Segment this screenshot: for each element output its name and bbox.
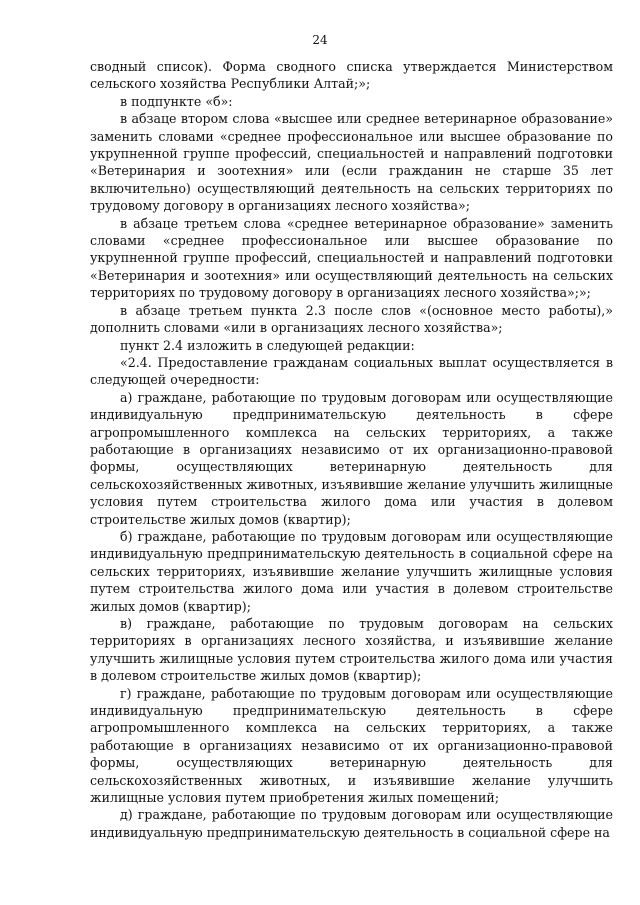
list-item-b: б) граждане, работающие по трудовым договорам или осуществляющие индивидуальную предпринимательскую деятельность в социальной сфере на сельских территориях, изъявившие желание улучшить жилищные условия путем строительства жилого дома или участия в долевом строительстве жилых домов (квартир); <box>90 528 613 614</box>
paragraph-continuation: сводный список). Форма сводного списка утверждается Министерством сельского хозяйства Республики Алтай;»; <box>90 59 613 92</box>
paragraph-point-2-4-intro: пункт 2.4 изложить в следующей редакции: <box>120 337 415 353</box>
list-item-a: а) граждане, работающие по трудовым договорам или осуществляющие индивидуальную предпринимательскую деятельность в сфере агропромышленного комплекса на сельских территориях, а также работающие в организациях независимо от их организационно-правовой формы, осуществляющих ветеринарную деятельность для сельскохозяйственных животных, изъявившие желание улучшить жилищные условия путем строительства жилого дома или участия в долевом строительстве жилых домов (квартир); <box>90 389 613 527</box>
list-item-g: г) граждане, работающие по трудовым договорам или осуществляющие индивидуальную предпринимательскую деятельность в сфере агропромышленного комплекса на сельских территориях, а также работающие в организациях независимо от их организационно-правовой формы, осуществляющих ветеринарную деятельность для сельскохозяйственных животных, и изъявившие желание улучшить жилищные условия путем приобретения жилых помещений; <box>90 685 613 806</box>
list-item-d: д) граждане, работающие по трудовым договорам или осуществляющие индивидуальную предпринимательскую деятельность в социальной сфере на <box>90 807 613 840</box>
paragraph-point-2-3: в абзаце третьем пункта 2.3 после слов «(основное место работы),» дополнить словами «или в организациях лесного хозяйства»; <box>90 302 613 336</box>
list-item-v: в) граждане, работающие по трудовым договорам на сельских территориях в организациях лесного хозяйства, и изъявившие желание улучшить жилищные условия путем строительства жилого дома или участия в долевом строительстве жилых домов (квартир); <box>90 616 613 684</box>
document-body <box>90 58 613 841</box>
paragraph-second-abzac: в абзаце втором слова «высшее или среднее ветеринарное образование» заменить словами «среднее профессиональное или высшее образование по укрупненной группе профессий, специальностей и направлений подготовки «Ветеринария и зоотехния» или (если гражданин не старше 35 лет включительно) осуществляющий деятельность на сельских территориях по трудовому договору в организациях лесного хозяйства»; <box>90 111 613 214</box>
paragraph-subpoint-b-intro: в подпункте «б»: <box>120 93 233 109</box>
paragraph-third-abzac: в абзаце третьем слова «среднее ветеринарное образование» заменить словами «среднее профессиональное или высшее образование по укрупненной группе профессий, специальностей и направлений подготовки «Ветеринария и зоотехния» или осуществляющий деятельность на сельских территориях по трудовому договору в организациях лесного хозяйства»;»; <box>90 215 613 301</box>
paragraph-point-2-4: «2.4. Предоставление гражданам социальных выплат осуществляется в следующей очередности: <box>90 354 613 388</box>
page-number: 24 <box>312 33 328 47</box>
